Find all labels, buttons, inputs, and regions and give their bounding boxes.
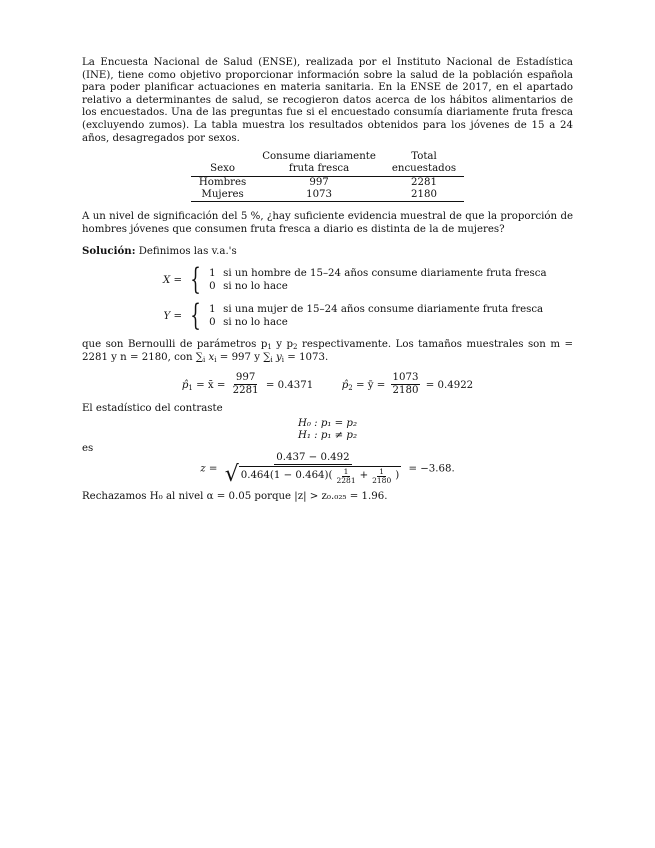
table-header-cell: Total encuestados bbox=[391, 151, 457, 175]
y-lhs: Y = bbox=[163, 310, 182, 322]
table-row bbox=[191, 177, 464, 189]
p2-estimate: $p̂_2$ = ȳ = $\frac{1073}{2180}$ = 0.4922 bbox=[341, 372, 474, 397]
x-definition bbox=[154, 261, 573, 297]
case-row: 1 si un hombre de 15–24 años consume diariamente fruta fresca bbox=[209, 268, 547, 280]
brace-icon: { bbox=[190, 297, 201, 333]
conclusion: Rechazamos H₀ al nivel α = 0.05 porque |z| > z₀.₀₂₅ = 1.96. bbox=[82, 490, 388, 502]
table-header-cell: Sexo bbox=[210, 163, 236, 175]
hypotheses bbox=[82, 418, 573, 443]
solution-label: Solución: bbox=[82, 245, 136, 258]
contrast-label: El estadístico del contraste bbox=[82, 403, 223, 415]
table-header-cell: Consume diariamente fruta fresca bbox=[262, 151, 376, 175]
table-cell: 1073 bbox=[306, 189, 333, 201]
case-row: 0 si no lo hace bbox=[209, 316, 288, 328]
case-row: 0 si no lo hace bbox=[209, 280, 288, 292]
question-paragraph: A un nivel de significación del 5 %, ¿hay suficiente evidencia muestral de que la proporción de hombres jóvenes que consumen fruta fresca a diario es distinta de la de mujeres? bbox=[82, 211, 573, 235]
table-cell: 997 bbox=[309, 177, 329, 189]
solution-text: Definimos las v.a.'s bbox=[138, 246, 237, 258]
data-table bbox=[191, 151, 464, 202]
x-lhs: X = bbox=[162, 274, 182, 286]
brace-icon: { bbox=[190, 261, 201, 297]
y-definition bbox=[154, 297, 573, 333]
table-cell: 2180 bbox=[411, 189, 437, 201]
proportion-estimates bbox=[82, 372, 573, 397]
table-row bbox=[191, 189, 464, 202]
es-label: es bbox=[82, 442, 94, 454]
z-statistic: z = 0.437 − 0.492 √ 0.464(1 − 0.464) ( $\frac{1}{2281}$ + $\frac{1}{2180}$ ) = −3.68. bbox=[200, 451, 455, 487]
table-cell: Mujeres bbox=[201, 189, 244, 201]
solution-intro bbox=[82, 245, 573, 259]
intro-paragraph: La Encuesta Nacional de Salud (ENSE), realizada por el Instituto Nacional de Estadística (INE), tiene como objetivo proporcionar información sobre la salud de la población española para poder planificar actuaciones en materia sanitaria. En la ENSE de 2017, en el apartado relativo a determinantes de salud, se recogieron datos acerca de los hábitos alimentarios de los encuestados. Una de las preguntas fue si el encuestado consumía diariamente fruta fresca (excluyendo zumos). La tabla muestra los resultados obtenidos para los jóvenes de 15 a 24 años, desagregados por sexos. bbox=[82, 57, 573, 144]
table-cell: 2281 bbox=[411, 177, 437, 189]
bernoulli-paragraph: que son Bernoulli de parámetros $p_1$ y $p_2$ respectivamente. Los tamaños muestrales son m = 2281 y n = 2180, con $\sum_i$ $x_i = 997$ y $\sum_i$ $y_i = 1073$. bbox=[82, 338, 573, 364]
case-row: 1 si una mujer de 15–24 años consume diariamente fruta fresca bbox=[209, 304, 544, 316]
h1-hypothesis: H₁ : p₁ ≠ p₂ bbox=[297, 430, 358, 442]
document-page bbox=[82, 57, 573, 503]
p1-estimate: $p̂_1$ = x̄ = $\frac{997}{2281}$ = 0.4371 bbox=[181, 372, 314, 397]
table-header-row bbox=[191, 151, 464, 177]
table-cell: Hombres bbox=[198, 177, 247, 189]
h0-hypothesis: H₀ : p₁ = p₂ bbox=[297, 417, 358, 429]
